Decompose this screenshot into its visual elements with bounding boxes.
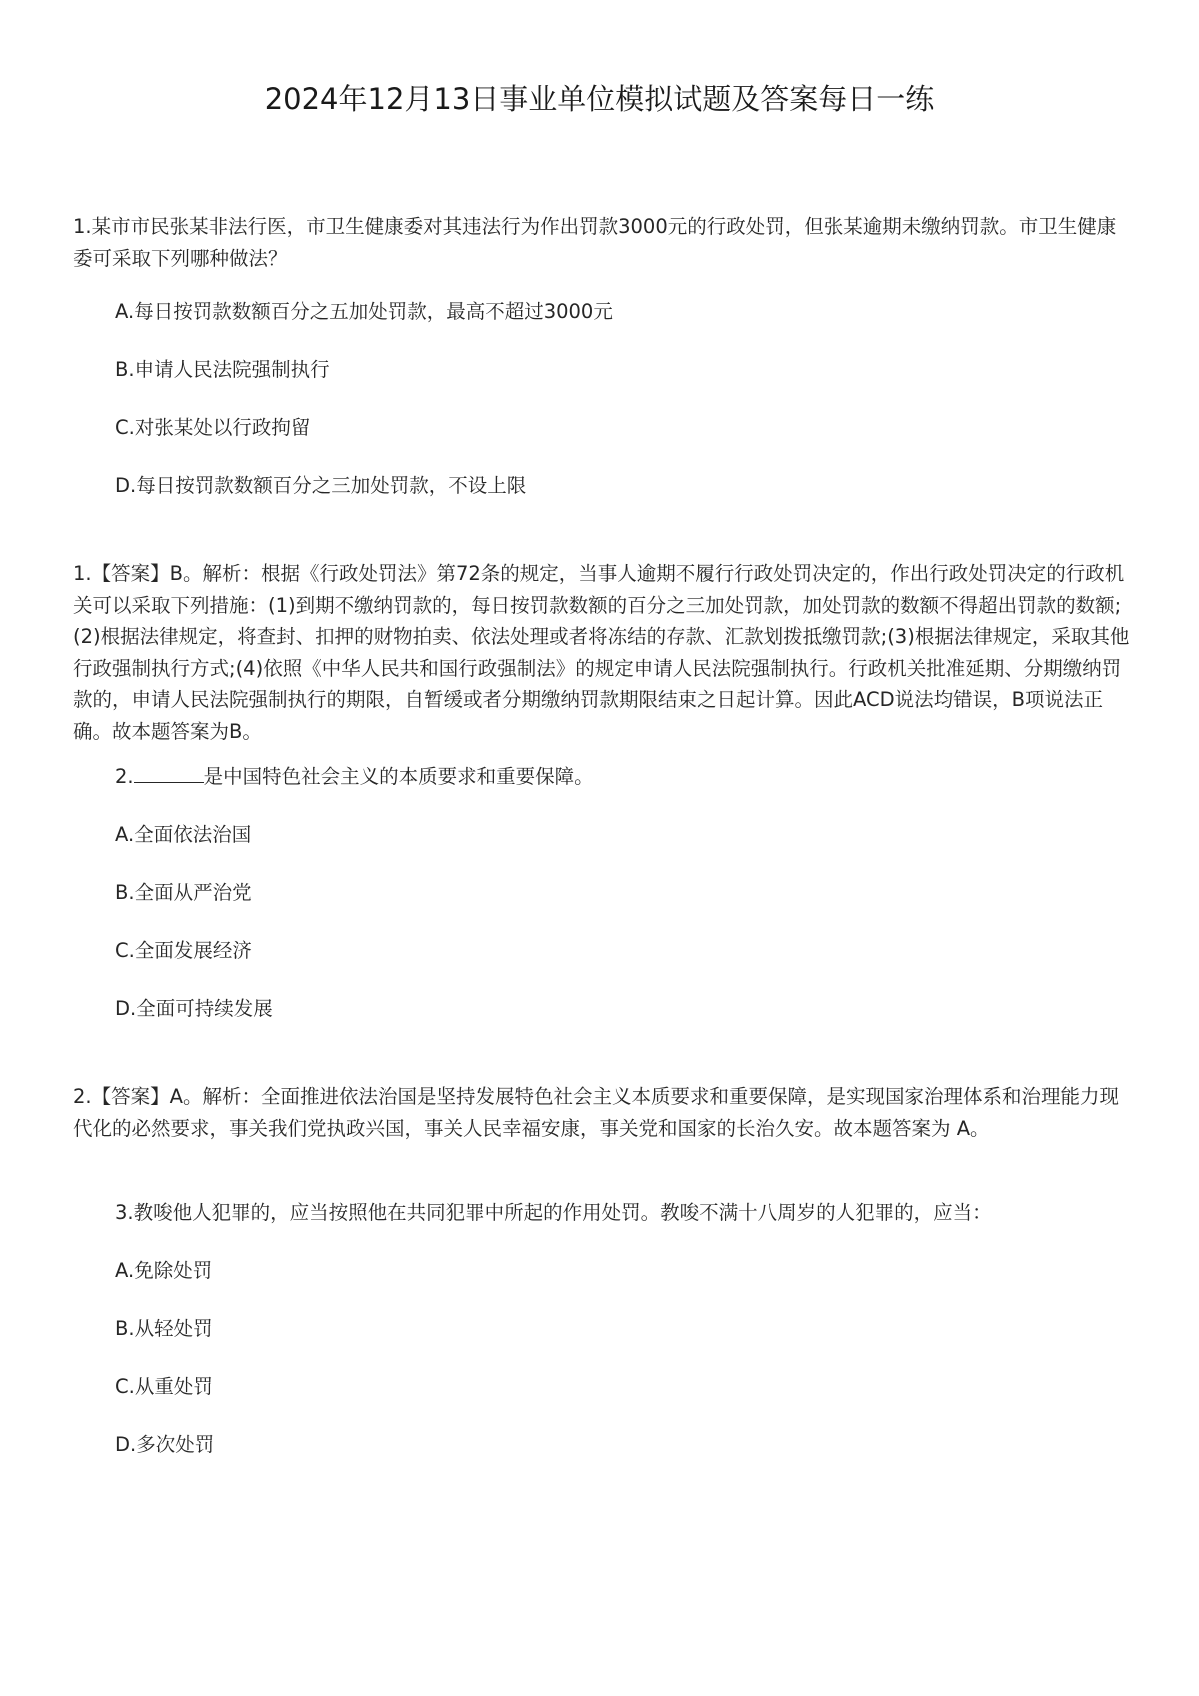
question-3-option-d: D.多次处罚 [115, 1433, 215, 1456]
question-2-number: 2. [115, 765, 134, 788]
question-1-option-a: A.每日按罚款数额百分之五加处罚款，最高不超过3000元 [115, 300, 613, 323]
question-3-option-a: A.免除处罚 [115, 1259, 213, 1282]
question-2-option-a: A.全面依法治国 [115, 823, 252, 846]
question-3-option-b: B.从轻处罚 [115, 1317, 213, 1340]
page-title: 2024年12月13日事业单位模拟试题及答案每日一练 [264, 82, 935, 116]
question-1-answer: 1.【答案】B。解析：根据《行政处罚法》第72条的规定，当事人逾期不履行行政处罚决定的，作出行政处罚决定的行政机关可以采取下列措施：(1)到期不缴纳罚款的，每日按罚款数额的百分之三加处罚款，加处罚款的数额不得超出罚款的数额;(2)根据法律规定，将查封、扣押的财物拍卖、依法处理或者将冻结的存款、汇款划拨抵缴罚款;(3)根据法律规定，采取其他行政强制执行方式;(4)依照《中华人民共和国行政强制法》的规定申请人民法院强制执行。行政机关批准延期、分期缴纳罚款的，申请人民法院强制执行的期限，自暂缓或者分期缴纳罚款期限结束之日起计算。因此ACD说法均错误，B项说法正确。故本题答案为B。 [73, 562, 1130, 743]
question-2-answer: 2.【答案】A。解析：全面推进依法治国是坚持发展特色社会主义本质要求和重要保障，是实现国家治理体系和治理能力现代化的必然要求，事关我们党执政兴国，事关人民幸福安康，事关党和国家的长治久安。故本题答案为 A。 [73, 1085, 1119, 1140]
question-2-option-b: B.全面从严治党 [115, 881, 252, 904]
question-2-stem [115, 761, 1131, 793]
question-3-stem: 3.教唆他人犯罪的，应当按照他在共同犯罪中所起的作用处罚。教唆不满十八周岁的人犯罪的，应当： [115, 1201, 992, 1224]
question-1-option-c: C.对张某处以行政拘留 [115, 416, 311, 439]
question-1-option-b: B.申请人民法院强制执行 [115, 358, 330, 381]
question-3-option-c: C.从重处罚 [115, 1375, 213, 1398]
question-1-stem: 1.某市市民张某非法行医，市卫生健康委对其违法行为作出罚款3000元的行政处罚，但张某逾期未缴纳罚款。市卫生健康委可采取下列哪种做法？ [73, 215, 1117, 270]
question-2-stem-text: 是中国特色社会主义的本质要求和重要保障。 [203, 765, 594, 788]
question-1-option-d: D.每日按罚款数额百分之三加处罚款，不设上限 [115, 474, 527, 497]
question-2-option-d: D.全面可持续发展 [115, 997, 273, 1020]
fill-in-blank [134, 764, 204, 783]
question-2-option-c: C.全面发展经济 [115, 939, 252, 962]
